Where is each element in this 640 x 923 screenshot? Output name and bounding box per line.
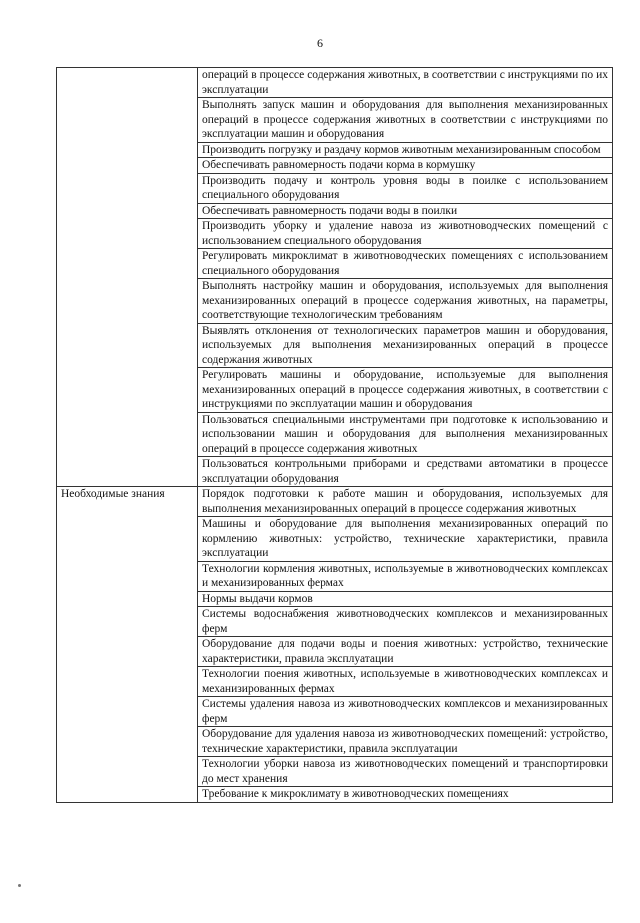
requirement-item-cell: Пользоваться специальными инструментами при подготовке к использованию и использовании машин и оборудования для выполнения механизированных операций в процессе содержания животных xyxy=(198,412,613,457)
requirement-item-cell: Технологии поения животных, используемые в животноводческих комплексах и механизированных фермах xyxy=(198,667,613,697)
requirement-item-cell: Производить уборку и удаление навоза из животноводческих помещений с использованием специального оборудования xyxy=(198,219,613,249)
requirement-item-cell: Обеспечивать равномерность подачи воды в поилки xyxy=(198,203,613,219)
requirement-item-cell: Регулировать машины и оборудование, используемые для выполнения механизированных операций в процессе содержания животных, в соответствии с инструкциями по эксплуатации машин и оборудования xyxy=(198,368,613,413)
requirement-item-cell: Машины и оборудование для выполнения механизированных операций по кормлению животных: устройство, технические характеристики, правила эксплуатации xyxy=(198,517,613,562)
requirement-item-cell: Технологии кормления животных, используемые в животноводческих комплексах и механизированных фермах xyxy=(198,561,613,591)
requirement-item-cell: Технологии уборки навоза из животноводческих помещений и транспортировки до мест хранения xyxy=(198,757,613,787)
requirement-item-cell: Пользоваться контрольными приборами и средствами автоматики в процессе эксплуатации оборудования xyxy=(198,457,613,487)
requirement-item-cell: Оборудование для подачи воды и поения животных: устройство, технические характеристики, правила эксплуатации xyxy=(198,637,613,667)
requirements-table xyxy=(56,67,613,803)
requirement-item-cell: Производить подачу и контроль уровня воды в поилке с использованием специального оборудования xyxy=(198,173,613,203)
requirement-item-cell: Выявлять отклонения от технологических параметров машин и оборудования, используемых для выполнения механизированных операций в процессе содержания животных xyxy=(198,323,613,368)
requirement-item-cell: Требование к микроклимату в животноводческих помещениях xyxy=(198,787,613,803)
requirement-item-cell: Порядок подготовки к работе машин и оборудования, используемых для выполнения механизированных операций в процессе содержания животных xyxy=(198,487,613,517)
requirement-item-cell: Оборудование для удаления навоза из животноводческих помещений: устройство, технические характеристики, правила эксплуатации xyxy=(198,727,613,757)
requirement-item-cell: Выполнять запуск машин и оборудования для выполнения механизированных операций в процессе содержания животных в соответствии с инструкциями по эксплуатации машин и оборудования xyxy=(198,98,613,143)
requirement-item-cell: Обеспечивать равномерность подачи корма в кормушку xyxy=(198,158,613,174)
requirements-table-body xyxy=(57,68,613,803)
requirement-item-cell: Производить погрузку и раздачу кормов животным механизированным способом xyxy=(198,142,613,158)
section-label-cell: Необходимые знания xyxy=(57,487,198,803)
table-row xyxy=(57,487,613,517)
requirement-item-cell: Нормы выдачи кормов xyxy=(198,591,613,607)
requirement-item-cell: Системы удаления навоза из животноводческих комплексов и механизированных ферм xyxy=(198,697,613,727)
requirement-item-cell: Регулировать микроклимат в животноводческих помещениях с использованием специального оборудования xyxy=(198,249,613,279)
scan-artifact-dot xyxy=(18,884,21,887)
requirement-item-cell: Выполнять настройку машин и оборудования, используемых для выполнения механизированных операций в процессе содержания животных, на параметры, соответствующие технологическим требованиям xyxy=(198,279,613,324)
requirement-item-cell: Системы водоснабжения животноводческих комплексов и механизированных ферм xyxy=(198,607,613,637)
requirement-item-cell: операций в процессе содержания животных, в соответствии с инструкциями по их эксплуатации xyxy=(198,68,613,98)
table-row xyxy=(57,68,613,98)
section-label-cell xyxy=(57,68,198,487)
page-number: 6 xyxy=(317,36,323,50)
